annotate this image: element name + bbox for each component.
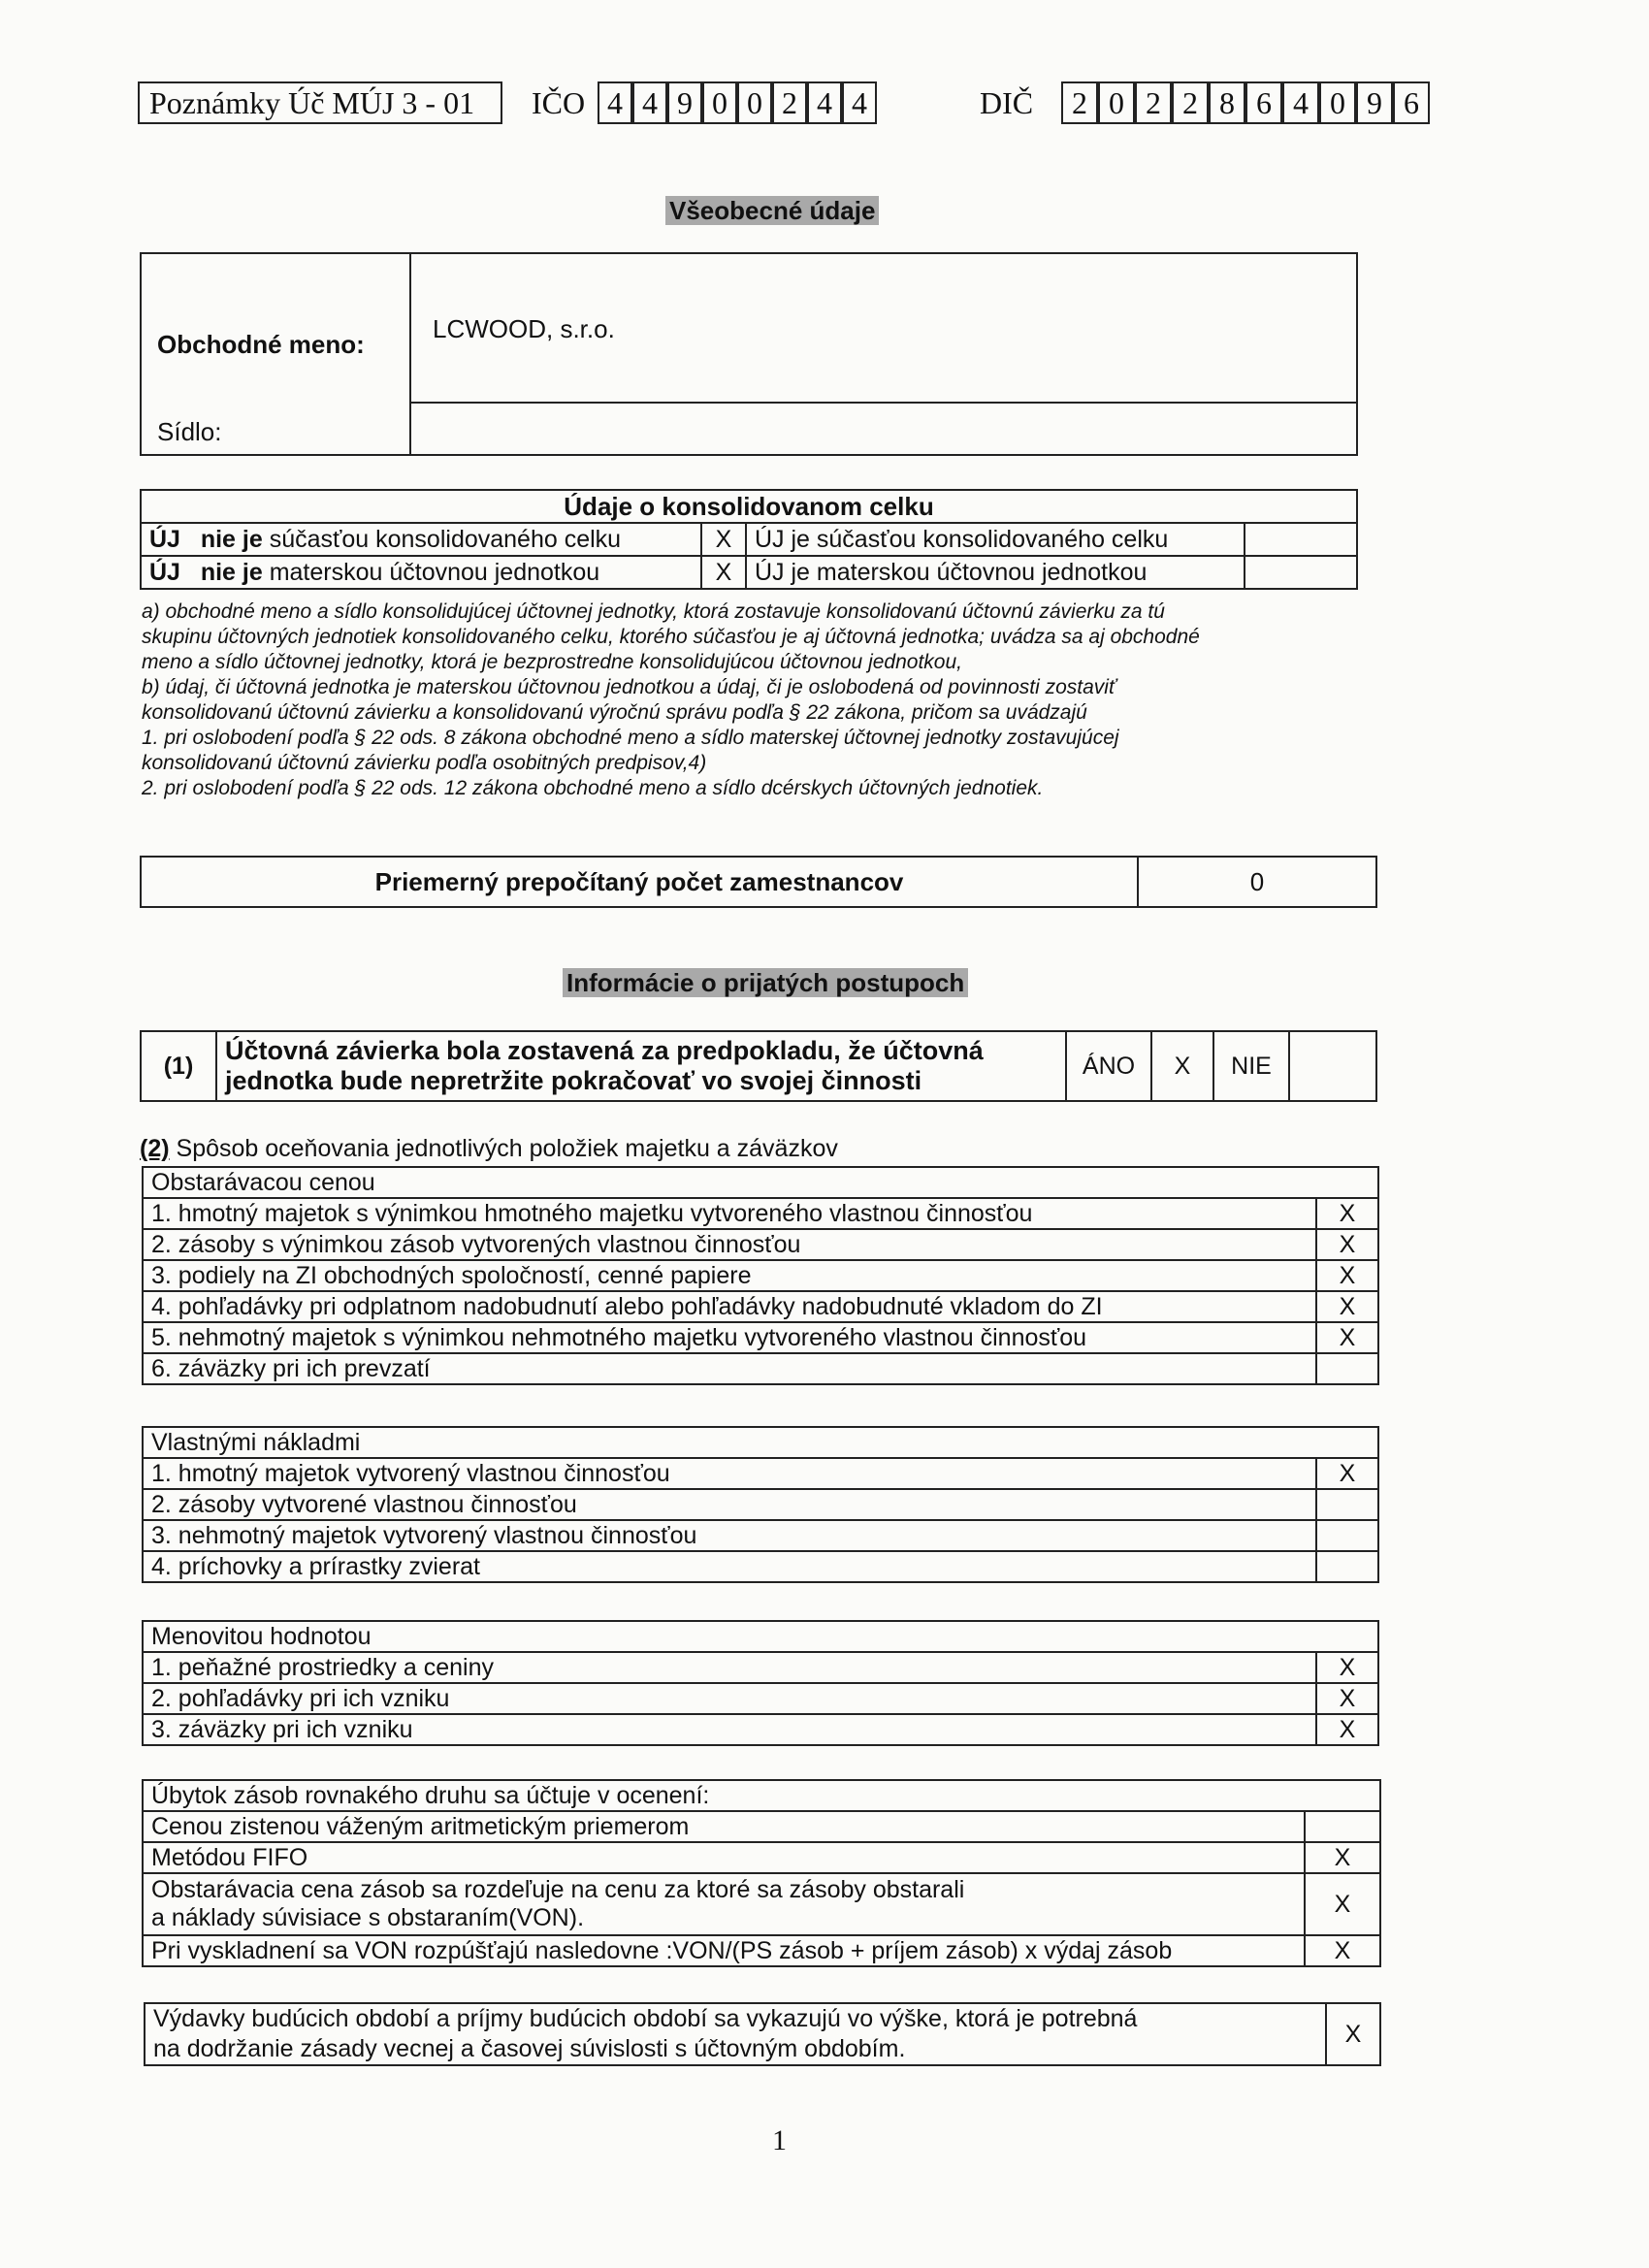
consolidated-option-b: ÚJ je súčasťou konsolidovaného celku [746,523,1245,556]
consolidated-mark-b [1245,556,1357,589]
nominal-item: 2. pohľadávky pri ich vzniku [143,1683,1316,1714]
note-line: meno a sídlo účtovnej jednotky, ktorá je bezprostredne konsolidujúcou účtovnou jednotkou, [142,651,962,673]
acquisition-item: 1. hmotný majetok s výnimkou hmotného majetku vytvoreného vlastnou činnosťou [143,1198,1316,1229]
nominal-item: 1. peňažné prostriedky a ceniny [143,1652,1316,1683]
own-costs-mark [1316,1489,1378,1520]
dic-digit: 9 [1356,81,1393,124]
own-costs-mark: X [1316,1458,1378,1489]
valuation-heading-text: Spôsob oceňovania jednotlivých položiek majetku a záväzkov [176,1135,838,1162]
employees-label: Priemerný prepočítaný počet zamestnancov [141,857,1138,907]
yes-label: ÁNO [1066,1031,1151,1101]
ico-digit: 4 [807,81,842,124]
procedures-section-title [563,968,968,998]
acquisition-item: 2. zásoby s výnimkou zásob vytvorených vlastnou činnosťou [143,1229,1316,1260]
consolidated-mark-a: X [701,556,746,589]
own-costs-mark [1316,1551,1378,1582]
option-text: materskou účtovnou jednotkou [269,558,600,586]
own-costs-item: 3. nehmotný majetok vytvorený vlastnou činnosťou [143,1520,1316,1551]
consolidated-notes [142,599,1422,801]
ico-digit: 4 [842,81,877,124]
acquisition-item: 4. pohľadávky pri odplatnom nadobudnutí alebo pohľadávky nadobudnuté vkladom do ZI [143,1291,1316,1322]
own-costs-item: 4. príchovky a prírastky zvierat [143,1551,1316,1582]
acquisition-mark: X [1316,1291,1378,1322]
going-concern-number: (1) [141,1031,216,1101]
dic-digit: 2 [1061,81,1098,124]
dic-digit: 0 [1319,81,1356,124]
acquisition-item: 5. nehmotný majetok s výnimkou nehmotného majetku vytvoreného vlastnou činnosťou [143,1322,1316,1353]
accruals-line: na dodržanie zásady vecnej a časovej súvislosti s účtovným obdobím. [153,2035,906,2062]
nominal-item: 3. záväzky pri ich vzniku [143,1714,1316,1745]
ico-digit: 0 [702,81,737,124]
page-number: 1 [772,2124,787,2156]
consolidated-mark-b [1245,523,1357,556]
note-line: konsolidovanú účtovnú závierku a konsolidovanú výročnú správu podľa § 22 zákona, pričom sa uvádzajú [142,701,1087,724]
nominal-mark: X [1316,1683,1378,1714]
accruals-mark: X [1326,2003,1380,2065]
nominal-value-table [142,1620,1379,1746]
note-line: 1. pri oslobodení podľa § 22 ods. 8 zákona obchodné meno a sídlo materskej účtovnej jednotky zostavujúcej [142,727,1119,749]
going-concern-text [216,1031,1066,1101]
negation-text: nie je [200,558,263,586]
form-label-text: Poznámky Úč MÚJ 3 - 01 [149,85,475,120]
acquisition-mark: X [1316,1322,1378,1353]
ico-digit: 4 [598,81,632,124]
inventory-item: Cenou zistenou váženým aritmetickým priemerom [143,1811,1305,1842]
general-section-title [665,196,879,226]
inventory-table [142,1779,1381,1967]
nominal-mark: X [1316,1714,1378,1745]
inventory-title: Úbytok zásob rovnakého druhu sa účtuje v ocenení: [143,1780,1380,1811]
inventory-mark: X [1305,1935,1380,1966]
consolidated-table [140,489,1358,590]
consolidated-option-a [141,523,701,556]
form-label [138,81,502,124]
no-label: NIE [1213,1031,1289,1101]
dic-digit: 0 [1098,81,1135,124]
dic-label: DIČ [980,85,1034,120]
ico-label: IČO [532,85,586,120]
inventory-mark: X [1305,1842,1380,1873]
employees-value: 0 [1138,857,1376,907]
inventory-item-line: Obstarávacia cena zásob sa rozdeľuje na cenu za ktoré sa zásoby obstarali [151,1876,965,1903]
acquisition-mark: X [1316,1229,1378,1260]
acquisition-item: 6. záväzky pri ich prevzatí [143,1353,1316,1384]
inventory-mark: X [1305,1873,1380,1935]
inventory-item: Metódou FIFO [143,1842,1305,1873]
business-name-label: Obchodné meno: [157,330,365,359]
entity-abbr: ÚJ [149,525,180,553]
going-concern-table [140,1030,1377,1102]
dic-digit: 2 [1172,81,1209,124]
own-costs-item: 1. hmotný majetok vytvorený vlastnou činnosťou [143,1458,1316,1489]
own-costs-title: Vlastnými nákladmi [143,1427,1378,1458]
going-concern-line: Účtovná závierka bola zostavená za predpokladu, že účtovná [225,1036,984,1065]
dic-digit: 8 [1209,81,1245,124]
accruals-text [145,2003,1326,2065]
entity-abbr: ÚJ [149,558,180,586]
dic-digit: 4 [1282,81,1319,124]
own-costs-mark [1316,1520,1378,1551]
ico-digit: 0 [737,81,772,124]
negation-text: nie je [200,525,263,553]
dic-digit: 6 [1393,81,1430,124]
business-name-value: LCWOOD, s.r.o. [433,314,615,343]
general-title-text: Všeobecné údaje [665,196,879,225]
ico-digit: 4 [632,81,667,124]
nominal-value-title: Menovitou hodnotou [143,1621,1378,1652]
general-info-box [140,252,1358,456]
consolidated-option-a [141,556,701,589]
note-line: b) údaj, či účtovná jednotka je materskou účtovnou jednotkou a údaj, či je oslobodená od povinnosti zostaviť [142,676,1116,698]
note-line: skupinu účtovných jednotiek konsolidovaného celku, ktorého súčasťou je aj účtovná jednotka; uvádza sa aj obchodné [142,626,1200,648]
ico-digit: 9 [667,81,702,124]
procedures-title-text: Informácie o prijatých postupoch [563,968,968,997]
note-line: a) obchodné meno a sídlo konsolidujúcej účtovnej jednotky, ktorá zostavuje konsolidovanú účtovnú závierku za tú [142,600,1165,623]
inventory-item: Pri vyskladnení sa VON rozpúšťajú nasledovne :VON/(PS zásob + príjem zásob) x výdaj zásob [143,1935,1305,1966]
dic-digit: 2 [1135,81,1172,124]
note-line: konsolidovanú účtovnú závierku podľa osobitných predpisov,4) [142,752,707,774]
note-line: 2. pri oslobodení podľa § 22 ods. 12 zákona obchodné meno a sídlo dcérskych účtovných jednotiek. [142,777,1044,799]
acquisition-mark: X [1316,1260,1378,1291]
acquisition-cost-table [142,1166,1379,1385]
own-costs-table [142,1426,1379,1583]
seat-label: Sídlo: [157,417,222,446]
accruals-line: Výdavky budúcich období a príjmy budúcich období sa vykazujú vo výške, ktorá je potrebná [153,2005,1138,2032]
going-concern-line: jednotka bude nepretržite pokračovať vo svojej činnosti [225,1066,922,1095]
nominal-mark: X [1316,1652,1378,1683]
acquisition-item: 3. podiely na ZI obchodných spoločností, cenné papiere [143,1260,1316,1291]
ico-digit: 2 [772,81,807,124]
consolidated-mark-a: X [701,523,746,556]
consolidated-option-b: ÚJ je materskou účtovnou jednotkou [746,556,1245,589]
inventory-item-line: a náklady súvisiace s obstaraním(VON). [151,1904,585,1931]
yes-mark: X [1151,1031,1213,1101]
valuation-heading-number: (2) [140,1135,170,1162]
acquisition-mark: X [1316,1198,1378,1229]
no-mark [1289,1031,1376,1101]
employees-table [140,856,1377,908]
consolidated-title: Údaje o konsolidovanom celku [141,490,1357,523]
valuation-heading [140,1135,838,1163]
accruals-table [144,2002,1381,2066]
own-costs-item: 2. zásoby vytvorené vlastnou činnosťou [143,1489,1316,1520]
option-text: súčasťou konsolidovaného celku [269,525,622,553]
acquisition-mark [1316,1353,1378,1384]
inventory-mark [1305,1811,1380,1842]
acquisition-cost-title: Obstarávacou cenou [143,1167,1378,1198]
dic-digit: 6 [1245,81,1282,124]
inventory-item [143,1873,1305,1935]
